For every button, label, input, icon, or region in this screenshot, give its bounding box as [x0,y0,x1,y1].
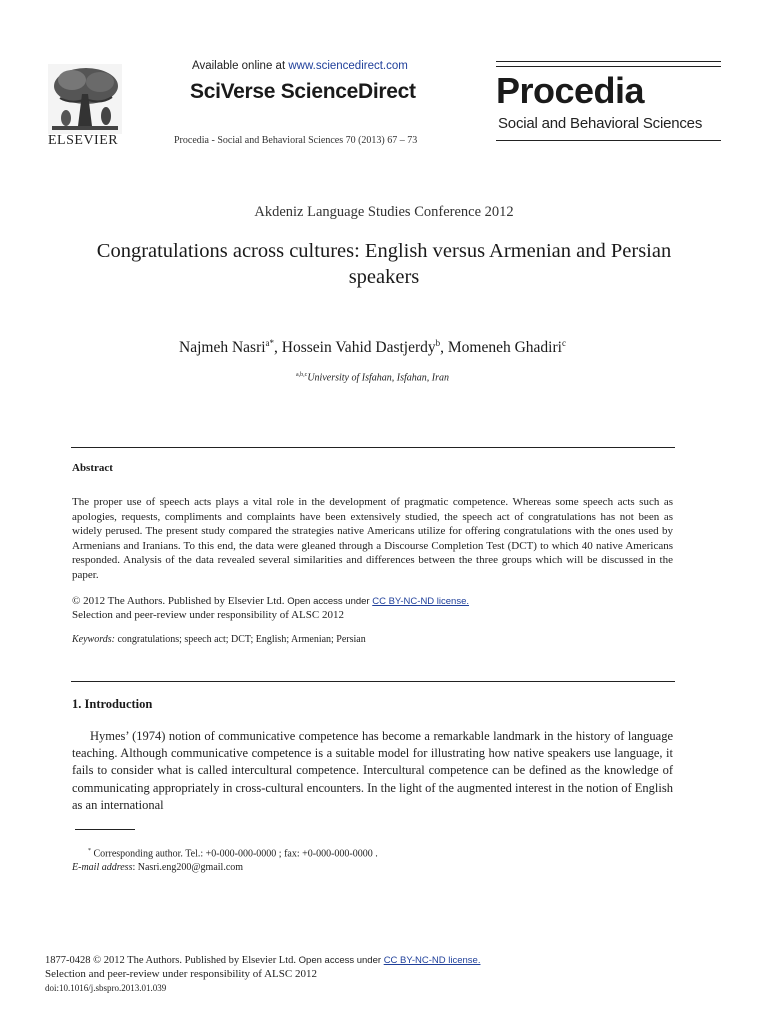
abstract-text: The proper use of speech acts plays a vital role in the development of pragmatic competence. Whereas some speech acts such as apologies, requests, compliments and complaints have been extensively studied, the speech act of congratulations has not been as widely perused. The present study compared the strategies native Americans utilize for offering congratulations with the ones used by Armenians and Iranians. To this end, the data were gleaned through a Discourse Completion Test (DCT) to which 40 native Americans responded. Analysis of the data revealed several similarities and differences between the three groups which will be discussed in the paper. [72,496,673,581]
journal-subtitle: Social and Behavioral Sciences [498,115,703,132]
author-name: Hossein Vahid Dastjerdy [281,339,436,357]
keywords-label: Keywords: [72,634,118,645]
copyright-line [72,595,469,607]
author-sup: a* [265,338,275,348]
open-access-text: Open access under [284,596,373,607]
bottom-license-link[interactable]: CC BY-NC-ND license. [383,955,481,966]
author-name: Najmeh Nasri [179,339,266,357]
abstract-bottom-rule [71,681,675,682]
elsevier-tree-logo [48,64,122,134]
procedia-top-rule [496,61,721,67]
author-list [0,338,745,357]
author-separator: , [440,339,448,357]
publisher-name: ELSEVIER [48,133,119,148]
available-prefix: Available online at [192,60,289,72]
abstract-heading: Abstract [72,462,113,474]
introduction-text: Hymes’ (1974) notion of communicative competence has become a remarkable landmark in the history of language teaching. Although communicative competence is a suitable model for illustrating how native speakers use language, it fails to consider what is called intercultural competence. Intercultural competence can be defined as the knowledge of communicating appropriately in cross-cultural encounters. In the light of the augmented interest in the notion of English as an international [72,729,673,812]
corresponding-author-note [88,848,378,859]
email-label: E-mail address [72,862,133,873]
author-name: Momeneh Ghadiri [447,339,562,357]
author-sup: b [435,338,441,348]
footnote-rule [75,829,135,830]
license-link[interactable]: CC BY-NC-ND license. [372,596,470,607]
copyright-text: © 2012 The Authors. Published by Elsevier Ltd. [72,595,285,607]
procedia-bottom-rule [496,140,721,141]
journal-citation: Procedia - Social and Behavioral Sciences 70 (2013) 67 – 73 [174,135,418,146]
keywords-list: congratulations; speech act; DCT; English; Armenian; Persian [117,634,366,645]
email-address: : Nasri.eng200@gmail.com [132,862,244,873]
author-sup: c [561,338,566,348]
footnote-marker: * [88,848,91,854]
journal-name: Procedia [496,70,645,111]
affiliation-sup: a,b,c [296,372,308,378]
email-note [72,862,243,873]
keywords-line [72,634,366,645]
affiliation [0,372,745,383]
bottom-peer-review-line: Selection and peer-review under responsibility of ALSC 2012 [45,968,317,980]
author-separator: , [274,339,282,357]
abstract-top-rule [71,447,675,448]
affiliation-text: University of Isfahan, Isfahan, Iran [307,372,449,384]
conference-name: Akdeniz Language Studies Conference 2012 [254,204,514,220]
corresponding-author-text: Corresponding author. Tel.: +0-000-000-0000 ; fax: +0-000-000-0000 . [91,848,378,860]
issn-copyright-line [45,955,480,966]
sciencedirect-link[interactable]: www.sciencedirect.com [288,60,408,72]
issn-copyright-text: 1877-0428 © 2012 The Authors. Published by Elsevier Ltd. [45,955,297,966]
article-title: Congratulations across cultures: English versus Armenian and Persian speakers [96,240,672,288]
doi-line: doi:10.1016/j.sbspro.2013.01.039 [45,983,167,993]
bottom-open-access-text: Open access under [296,955,384,966]
peer-review-line: Selection and peer-review under responsibility of ALSC 2012 [72,609,344,621]
platform-name: SciVerse ScienceDirect [190,80,416,103]
available-online-line [192,60,408,72]
introduction-heading: 1. Introduction [72,697,153,711]
